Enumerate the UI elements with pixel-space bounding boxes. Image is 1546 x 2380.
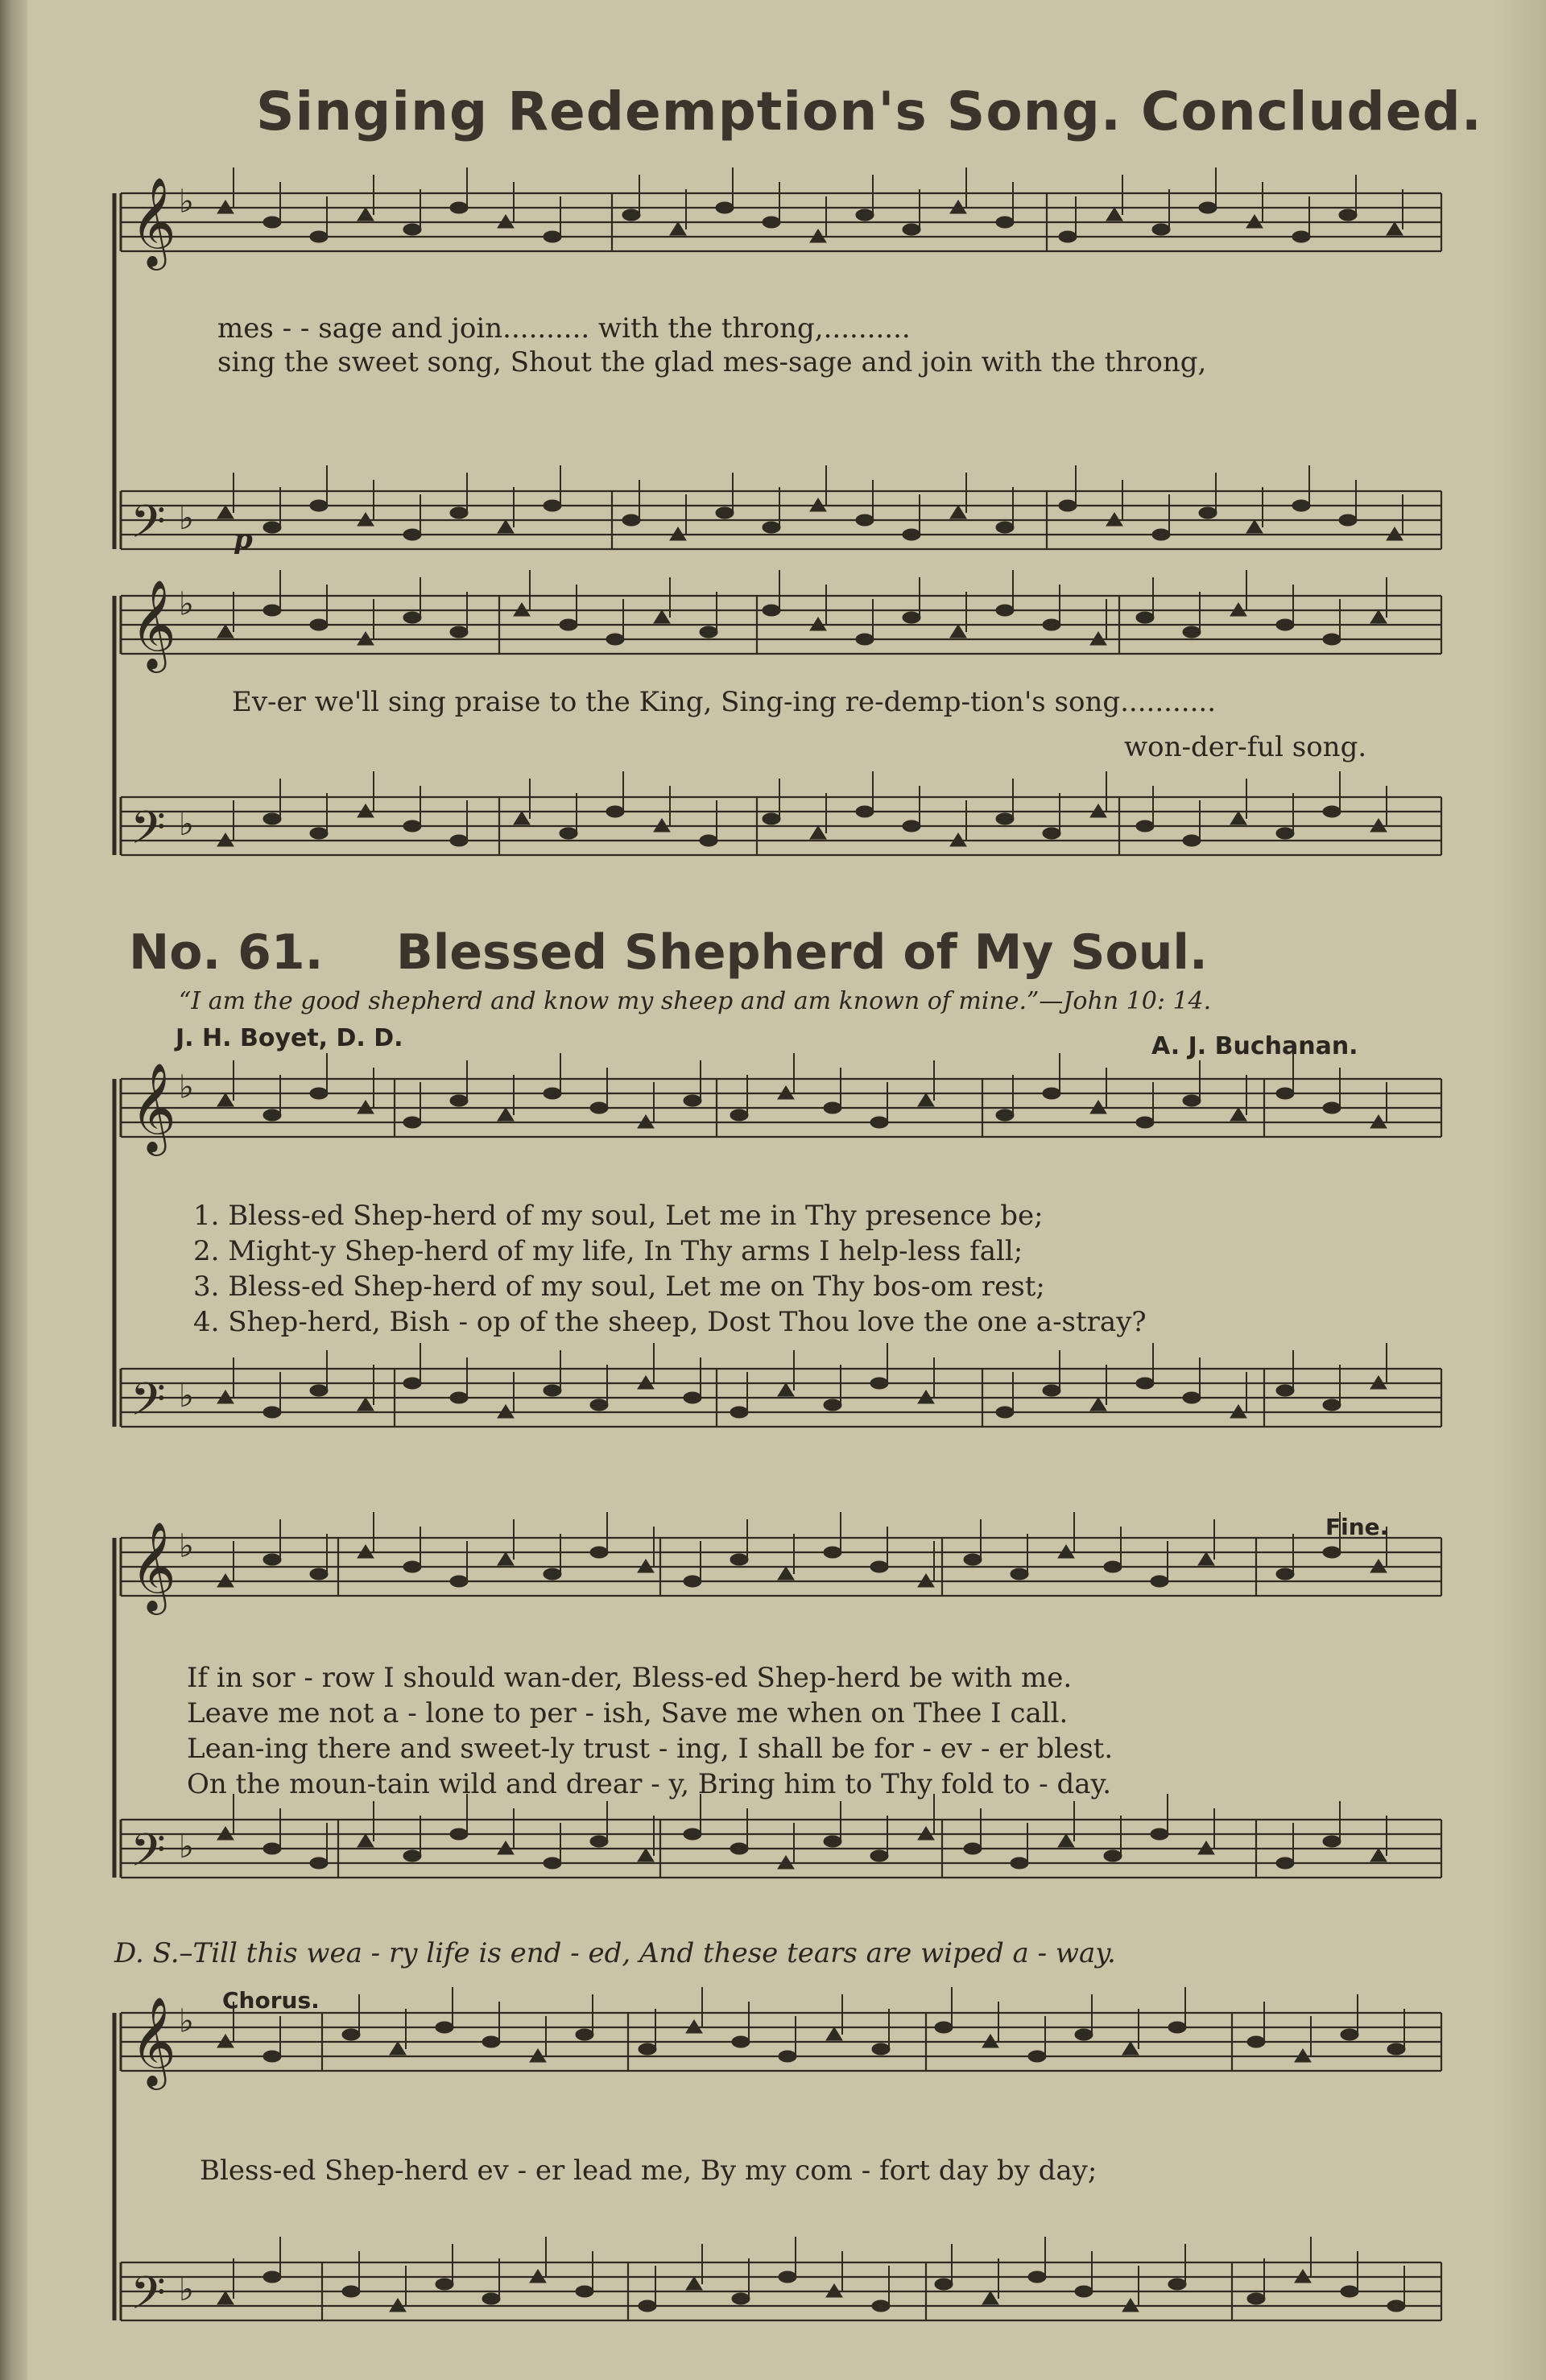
- verse-b-4-line: On the moun-tain wild and drear - y, Bring him to Thy fold to - day.: [187, 1768, 1112, 1800]
- svg-text:♭: ♭: [179, 805, 194, 843]
- svg-text:♭: ♭: [179, 1068, 194, 1106]
- system1-lyric-line-1: mes - - sage and join.......... with the throng,..........: [217, 312, 911, 345]
- system1-lyric-line-2: sing the sweet song, Shout the glad mes-sage and join with the throng,: [217, 346, 1207, 378]
- hymn-number: No. 61.: [129, 924, 324, 981]
- fine-marking: Fine.: [1325, 1514, 1389, 1540]
- verse-2-line: 2. Might-y Shep-herd of my life, In Thy arms I help-less fall;: [193, 1235, 1023, 1267]
- svg-text:𝄞: 𝄞: [130, 1521, 176, 1611]
- verse-b-2-line: Leave me not a - lone to per - ish, Save me when on Thee I call.: [187, 1697, 1069, 1729]
- svg-text:𝄞: 𝄞: [130, 579, 176, 669]
- svg-text:𝄞: 𝄞: [130, 1062, 176, 1152]
- scripture-epigraph: “I am the good shepherd and know my sheep and am known of mine.”—John 10: 14.: [179, 987, 1212, 1015]
- svg-text:♭: ♭: [179, 1828, 194, 1866]
- svg-text:♭: ♭: [179, 1527, 194, 1565]
- svg-text:𝄢: 𝄢: [130, 802, 166, 866]
- svg-text:𝄢: 𝄢: [130, 1824, 166, 1888]
- svg-text:♭: ♭: [179, 2002, 194, 2040]
- svg-text:𝄢: 𝄢: [130, 1374, 166, 1437]
- svg-text:𝄢: 𝄢: [130, 2267, 166, 2331]
- composer-credit: A. J. Buchanan.: [1151, 1032, 1358, 1060]
- svg-text:𝄞: 𝄞: [130, 176, 176, 267]
- system2-lyric-line-1: Ev-er we'll sing praise to the King, Sing-ing re-demp-tion's song...........: [232, 686, 1217, 718]
- verse-4-line: 4. Shep-herd, Bish - op of the sheep, Dost Thou love the one a-stray?: [193, 1306, 1147, 1338]
- chorus-lyric-line: Bless-ed Shep-herd ev - er lead me, By my com - fort day by day;: [200, 2155, 1097, 2187]
- svg-text:♭: ♭: [179, 183, 194, 221]
- lyricist-credit: J. H. Boyet, D. D.: [176, 1024, 403, 1052]
- hymn-title: Blessed Shepherd of My Soul.: [396, 924, 1208, 981]
- svg-text:𝄢: 𝄢: [130, 496, 166, 560]
- verse-b-3-line: Lean-ing there and sweet-ly trust - ing, I shall be for - ev - er blest.: [187, 1733, 1114, 1765]
- chorus-label: Chorus.: [222, 1987, 320, 2014]
- svg-text:♭: ♭: [179, 2271, 194, 2308]
- verse-3-line: 3. Bless-ed Shep-herd of my soul, Let me on Thy bos-om rest;: [193, 1271, 1045, 1303]
- svg-text:♭: ♭: [179, 499, 194, 537]
- svg-text:♭: ♭: [179, 585, 194, 623]
- page-title: Singing Redemption's Song. Concluded.: [256, 81, 1482, 143]
- svg-text:♭: ♭: [179, 1377, 194, 1415]
- verse-1-line: 1. Bless-ed Shep-herd of my soul, Let me in Thy presence be;: [193, 1200, 1044, 1232]
- dal-segno-line: D. S.–Till this wea - ry life is end - ed, And these tears are wiped a - way.: [114, 1937, 1116, 1969]
- system2-lyric-line-2: won-der-ful song.: [1124, 731, 1367, 763]
- svg-text:𝄞: 𝄞: [130, 1996, 176, 2086]
- verse-b-1-line: If in sor - row I should wan-der, Bless-ed Shep-herd be with me.: [187, 1662, 1073, 1694]
- dynamic-marking: p: [234, 523, 253, 556]
